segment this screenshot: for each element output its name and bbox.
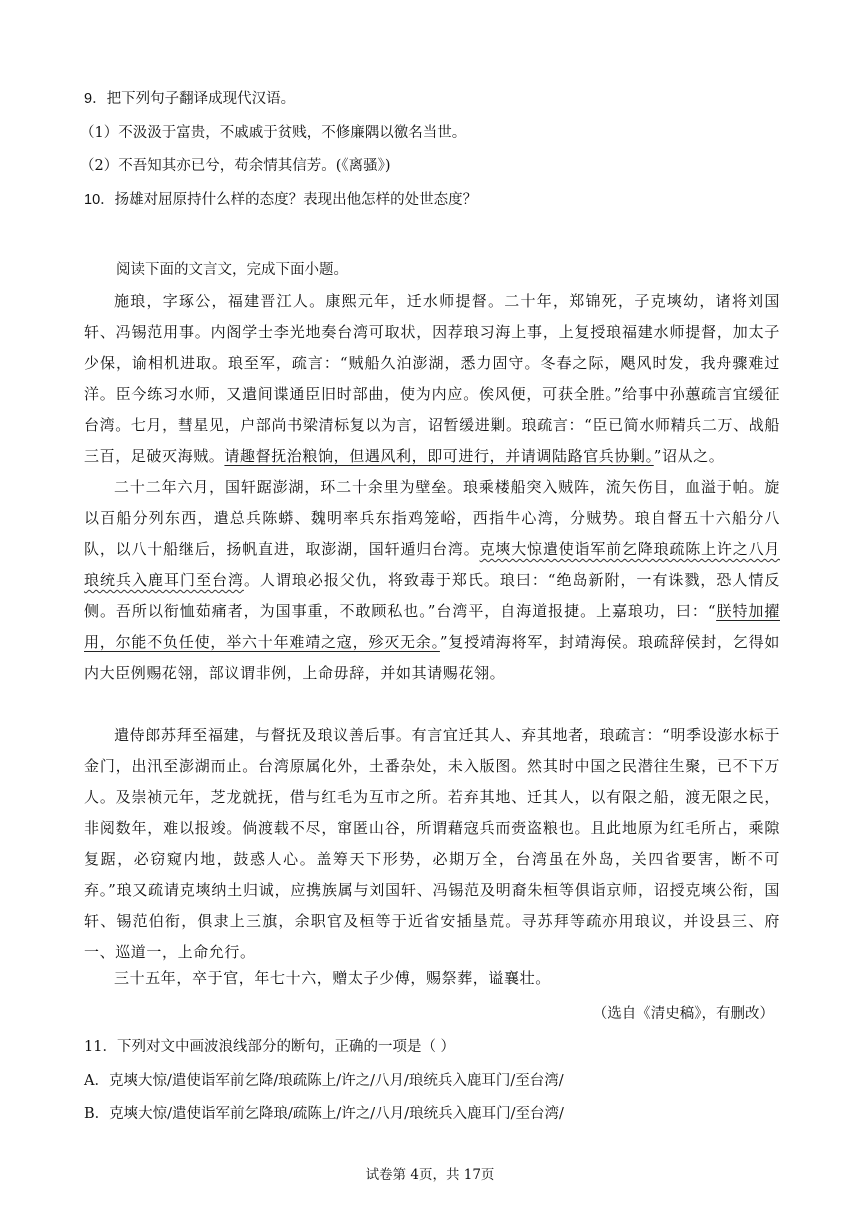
underlined-sentence-2: 朕特加擢用，尔能不负任使，举六十年难靖之寇，殄灭无余。 bbox=[84, 602, 780, 651]
question-9-sentence-1: （1）不汲汲于富贵，不戚戚于贫贱，不修廉隅以徼名当世。 bbox=[80, 125, 467, 141]
question-10-text: 扬雄对屈原持什么样的态度？表现出他怎样的处世态度？ bbox=[114, 192, 478, 208]
question-9 bbox=[84, 89, 295, 109]
wavy-underlined-passage: 克塽大惊遣使诣军前乞降琅疏陈上许之八月琅统兵入鹿耳门至台湾 bbox=[84, 540, 780, 589]
paragraph-1-text: 施琅，字琢公，福建晋江人。康熙元年，迁水师提督。二十年，郑锦死，子克塽幼，诸将刘国轩、冯锡范用事。内阁学士李光地奏台湾可取状，因荐琅习海上事，上复授琅福建水师提督，加太子少保，谕相机进取。琅至军，疏言：“贼船久泊澎湖，悉力固守。冬春之际，飓风时发，我舟骤难过洋。臣今练习水师，又遣间谍通臣旧时部曲，使为内应。俟风便，可获全胜。”给事中孙蕙疏言宜缓征台湾。七月，彗星见，户部尚书梁清标复以为言，诏暂缓进剿。琅疏言：“臣已简水师精兵二万、战船三百，足破灭海贼。 bbox=[84, 292, 780, 465]
question-11-option-a[interactable]: A．克塽大惊/遣使诣军前乞降/琅疏陈上/许之/八月/琅统兵入鹿耳门/至台湾/ bbox=[84, 1073, 564, 1089]
question-9-number: 9． bbox=[84, 91, 107, 107]
question-10 bbox=[84, 190, 477, 210]
passage-paragraph-4: 三十五年，卒于官，年七十六，赠太子少傅，赐祭葬，谥襄壮。 bbox=[114, 969, 551, 987]
page-footer: 试卷第 4页，共 17页 bbox=[365, 1167, 495, 1183]
passage-intro: 阅读下面的文言文，完成下面小题。 bbox=[116, 262, 348, 278]
question-11-stem: 11．下列对文中画波浪线部分的断句，正确的一项是（ ） bbox=[84, 1039, 456, 1055]
question-9-text: 把下列句子翻译成现代汉语。 bbox=[106, 91, 296, 107]
passage-paragraph-1 bbox=[84, 286, 780, 472]
paragraph-2-text: 二十二年六月，国轩踞澎湖，环二十余里为壁垒。琅乘楼船突入贼阵，流矢伤目，血溢于帕。旋以百船分列东西，遣总兵陈蟒、魏明率兵东指鸡笼峪，西指牛心湾，分贼势。琅自督五十六船分八队，以八十船继后，扬帆直进，取澎湖，国轩遁归台湾。 bbox=[84, 478, 780, 558]
passage-paragraph-2 bbox=[84, 472, 780, 689]
question-9-sentence-2: （2）不吾知其亦已兮，苟余情其信芳。(《离骚》) bbox=[80, 158, 391, 174]
paragraph-2-middle: 。人谓琅必报父仇，将致毒于郑氏。琅曰：“绝岛新附，一有诛戮，恐人情反侧。吾所以衔恤茹痛者，为国事重，不敢顾私也。”台湾平，自海道报捷。上嘉琅功，曰：“ bbox=[84, 571, 780, 620]
question-11-option-b[interactable]: B．克塽大惊/遣使诣军前乞降琅/疏陈上/许之/八月/琅统兵入鹿耳门/至台湾/ bbox=[84, 1106, 564, 1122]
paragraph-2-end: ”复授靖海将军，封靖海侯。琅疏辞侯封，乞得如内大臣例赐花翎，部议谓非例，上命毋辞，并如其请赐花翎。 bbox=[84, 633, 780, 682]
passage-paragraph-3: 遣侍郎苏拜至福建，与督抚及琅议善后事。有言宜迁其人、弃其地者，琅疏言：“明季设澎水标于金门，出汛至澎湖而止。台湾原属化外，土番杂处，未入版图。然其时中国之民潜往生聚，已不下万人。及崇祯元年，芝龙就抚，借与红毛为互市之所。若弃其地、迁其人，以有限之船，渡无限之民，非阅数年，难以报竣。倘渡载不尽，窜匿山谷，所谓藉寇兵而赍盗粮也。且此地原为红毛所占，乘隙复踞，必窃窥内地，鼓惑人心。盖筹天下形势，必期万全，台湾虽在外岛，关四省要害，断不可弃。”琅又疏请克塽纳土归诚，应携族属与刘国轩、冯锡范及明裔朱桓等俱诣京师，诏授克塽公衔，国轩、锡范伯衔，俱隶上三旗，余职官及桓等于近省安插垦荒。寻苏拜等疏亦用琅议，并设县三、府一、巡道一，上命允行。 bbox=[84, 726, 780, 961]
paragraph-1-end: ”诏从之。 bbox=[653, 447, 725, 465]
question-10-number: 10． bbox=[84, 192, 115, 208]
underlined-sentence-1: 请趣督抚治粮饷，但遇风利，即可进行，并请调陆路官兵协剿。 bbox=[224, 447, 654, 465]
passage-source: （选自《清史稿》，有删改） bbox=[592, 1006, 774, 1022]
